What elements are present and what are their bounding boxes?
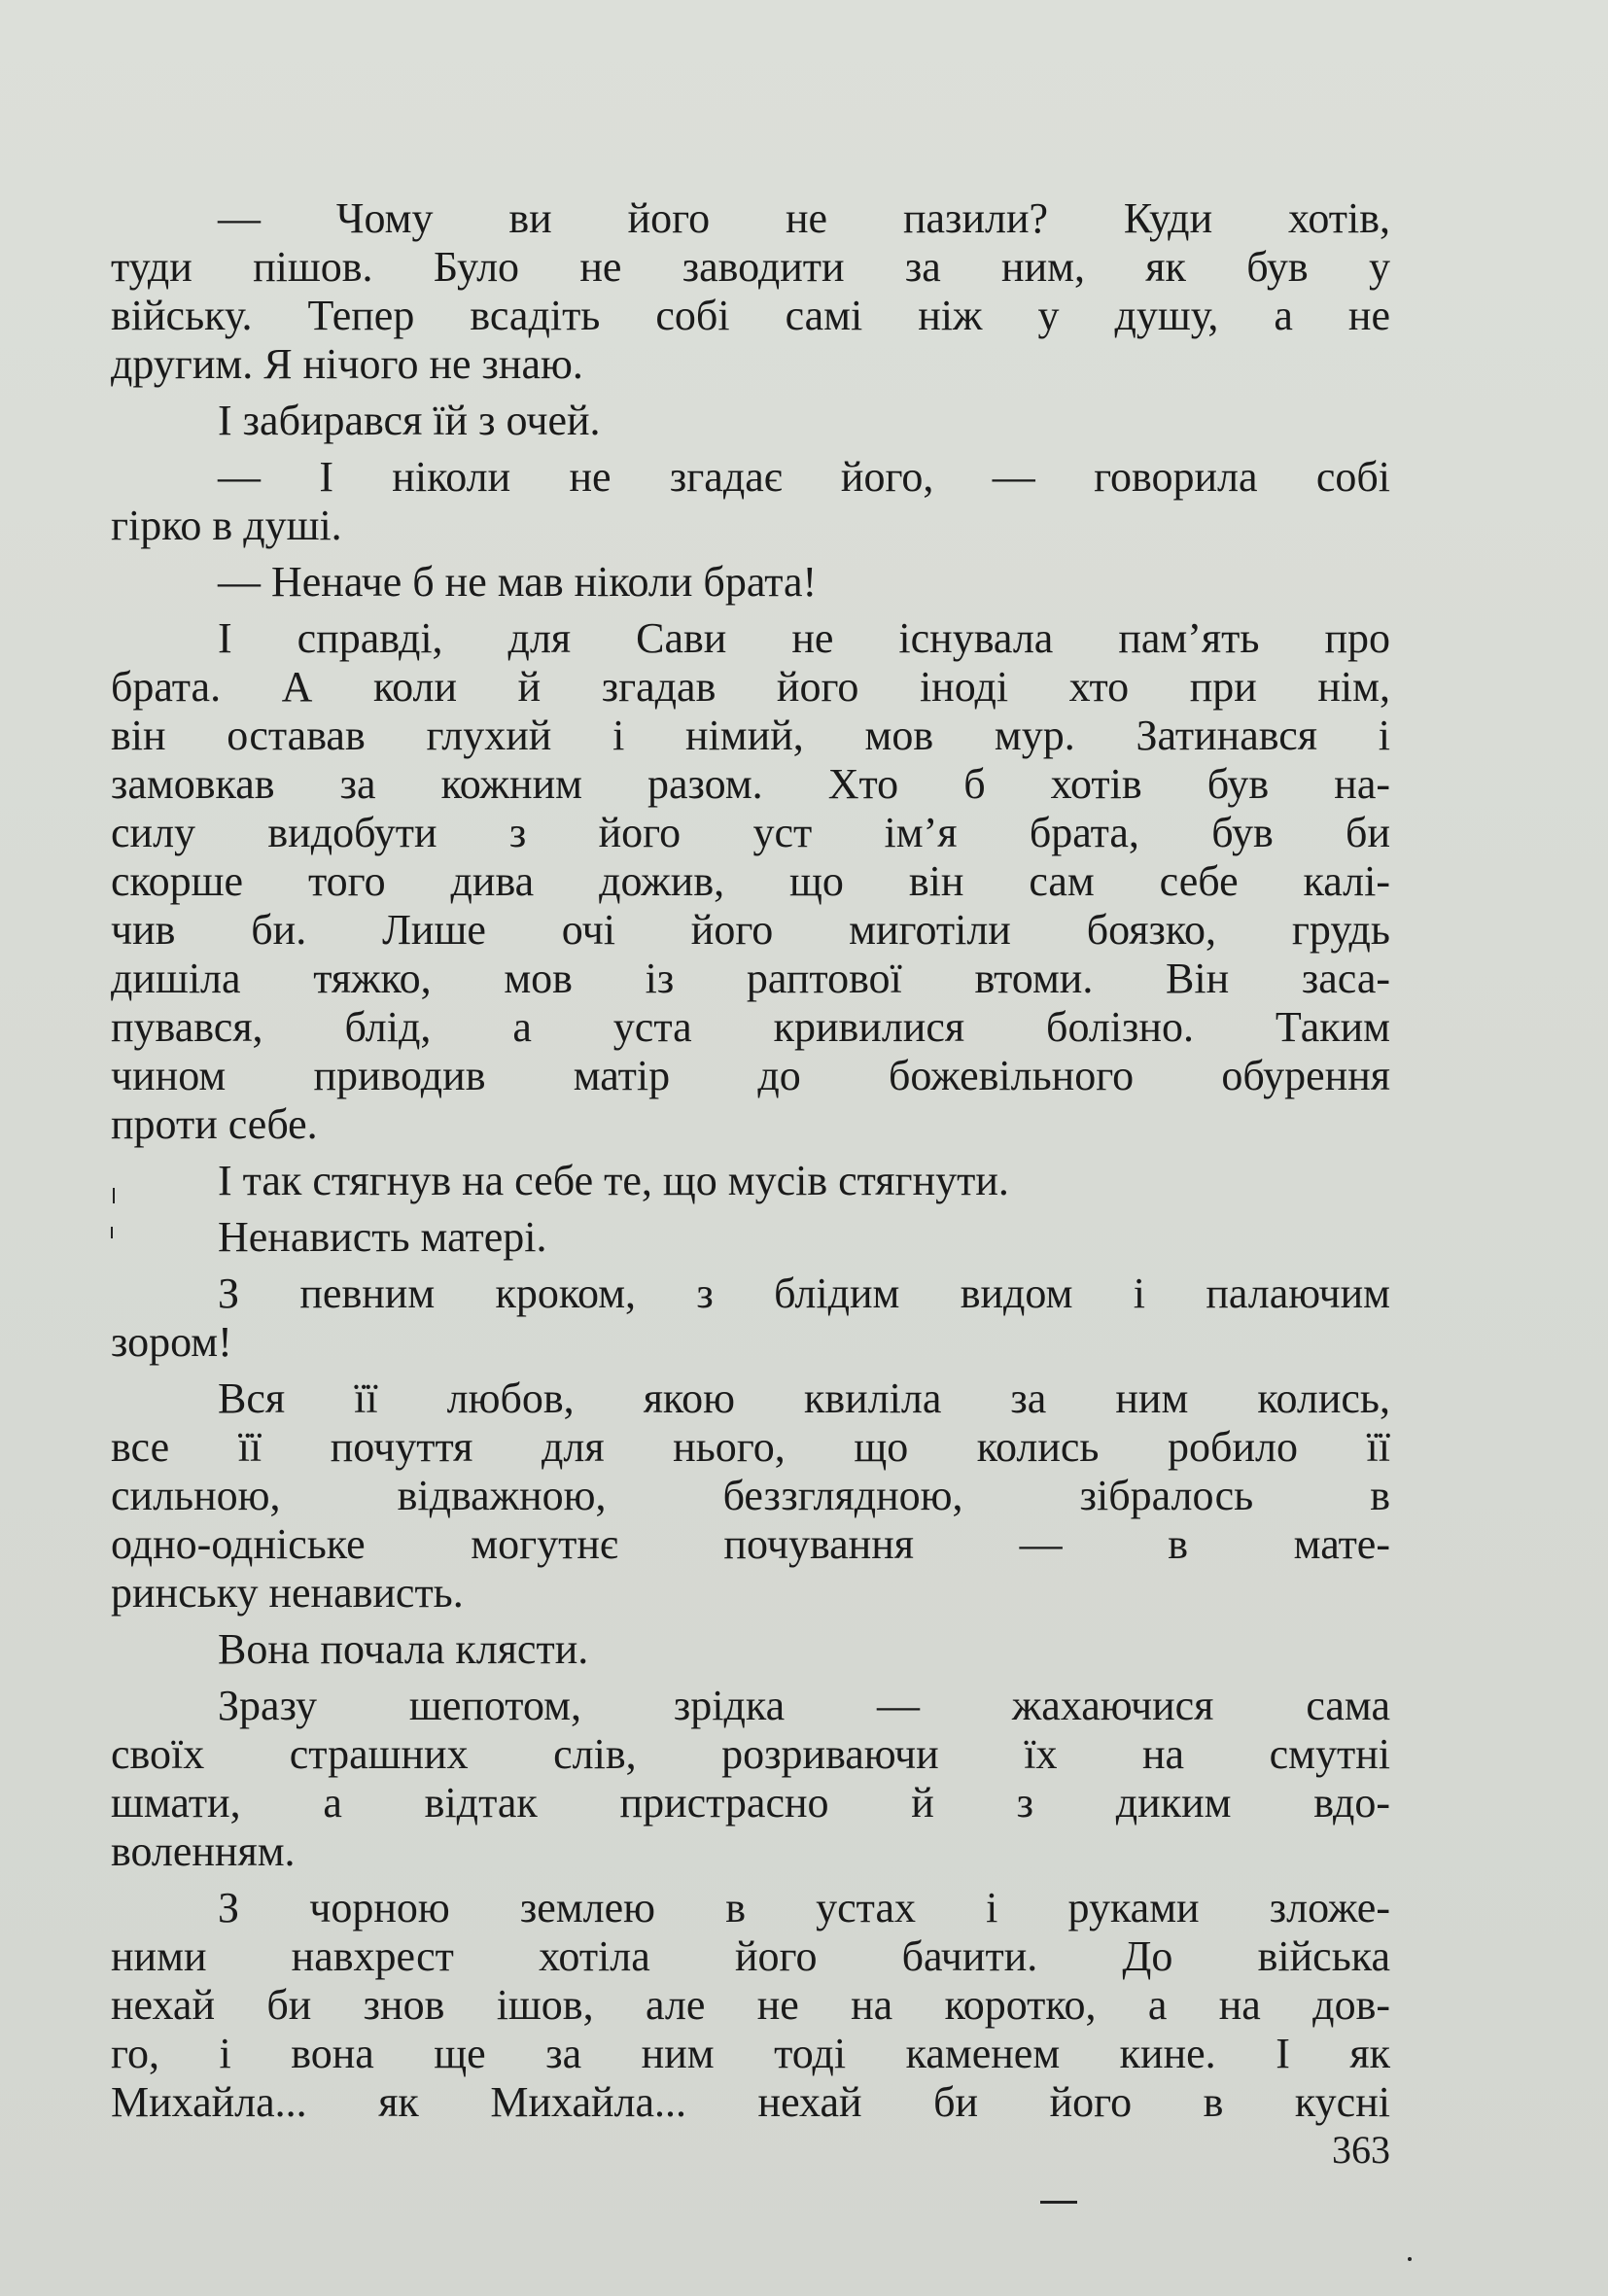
text-line: замовкав за кожним разом. Хто б хотів був на- [111, 760, 1390, 808]
text-line: — Чому ви його не пазили? Куди хотів, [218, 194, 1390, 242]
text-line: проти себе. [111, 1100, 318, 1148]
text-line: Михайла... як Михайла... нехай би його в кусні [111, 2078, 1390, 2126]
text-line: зором! [111, 1318, 232, 1366]
margin-mark [113, 1188, 115, 1203]
text-line: сильною, відважною, беззглядною, зібралось в [111, 1472, 1390, 1519]
text-line: З чорною землею в устах і руками зложе- [218, 1884, 1390, 1931]
text-line: туди пішов. Було не заводити за ним, як був у [111, 243, 1390, 291]
text-line: все її почуття для нього, що колись робило її [111, 1423, 1390, 1471]
text-line: війську. Тепер всадіть собі самі ніж у душу, а не [111, 292, 1390, 339]
text-line: шмати, а відтак пристрасно й з диким вдо- [111, 1779, 1390, 1826]
text-line: І так стягнув на себе те, що мусів стягнути. [218, 1157, 1009, 1204]
text-line: воленням. [111, 1827, 296, 1875]
text-line: І справді, для Сави не існувала пам’ять про [218, 614, 1390, 662]
paragraph [111, 453, 1390, 550]
paragraph [111, 558, 1390, 607]
text-line: Вся її любов, якою квиліла за ним колись, [218, 1374, 1390, 1422]
speck-mark [1408, 2257, 1412, 2261]
page-number: 363 [1332, 2128, 1390, 2172]
text-line: Ненависть матері. [218, 1213, 547, 1261]
paragraph [111, 194, 1390, 389]
paragraph [111, 1625, 1390, 1674]
text-line: скорше того дива дожив, що він сам себе калі- [111, 857, 1390, 905]
text-line: чив би. Лише очі його миготіли боязко, грудь [111, 906, 1390, 954]
text-line: одно-одніське могутнє почування — в мате- [111, 1520, 1390, 1568]
paragraph [111, 614, 1390, 1149]
text-line: брата. А коли й згадав його іноді хто при нім, [111, 663, 1390, 711]
text-line: ними навхрест хотіла його бачити. До війська [111, 1932, 1390, 1980]
text-line: другим. Я нічого не знаю. [111, 340, 583, 388]
text-line: І забирався їй з очей. [218, 397, 601, 444]
paragraph [111, 1157, 1390, 1205]
text-line: Вона почала клясти. [218, 1625, 589, 1673]
paragraph [111, 1270, 1390, 1367]
footer-dash-mark [1040, 2201, 1077, 2204]
paragraph [111, 397, 1390, 445]
text-line: силу видобути з його уст ім’я брата, був би [111, 809, 1390, 856]
page-text [111, 194, 1390, 2127]
text-line: го, і вона ще за ним тоді каменем кине. І як [111, 2030, 1390, 2077]
paragraph [111, 1884, 1390, 2127]
text-line: дишіла тяжко, мов із раптової втоми. Він заса- [111, 955, 1390, 1002]
paragraph [111, 1213, 1390, 1262]
text-line: — І ніколи не згадає його, — говорила собі [218, 453, 1390, 501]
paragraph [111, 1374, 1390, 1618]
text-line: Зразу шепотом, зрідка — жахаючися сама [218, 1682, 1390, 1729]
text-line: ринську ненависть. [111, 1569, 464, 1617]
text-line: гірко в душі. [111, 502, 342, 549]
text-line: пувався, блід, а уста кривилися болізно. Таким [111, 1003, 1390, 1051]
text-line: чином приводив матір до божевільного обурення [111, 1052, 1390, 1099]
text-line: — Неначе б не мав ніколи брата! [218, 558, 818, 606]
text-line: нехай би знов ішов, але не на коротко, а на дов- [111, 1981, 1390, 2029]
text-line: він оставав глухий і німий, мов мур. Затинався і [111, 712, 1390, 759]
margin-mark [111, 1227, 113, 1238]
paragraph [111, 1682, 1390, 1876]
text-line: З певним кроком, з блідим видом і палаючим [218, 1270, 1390, 1317]
text-line: своїх страшних слів, розриваючи їх на смутні [111, 1730, 1390, 1778]
